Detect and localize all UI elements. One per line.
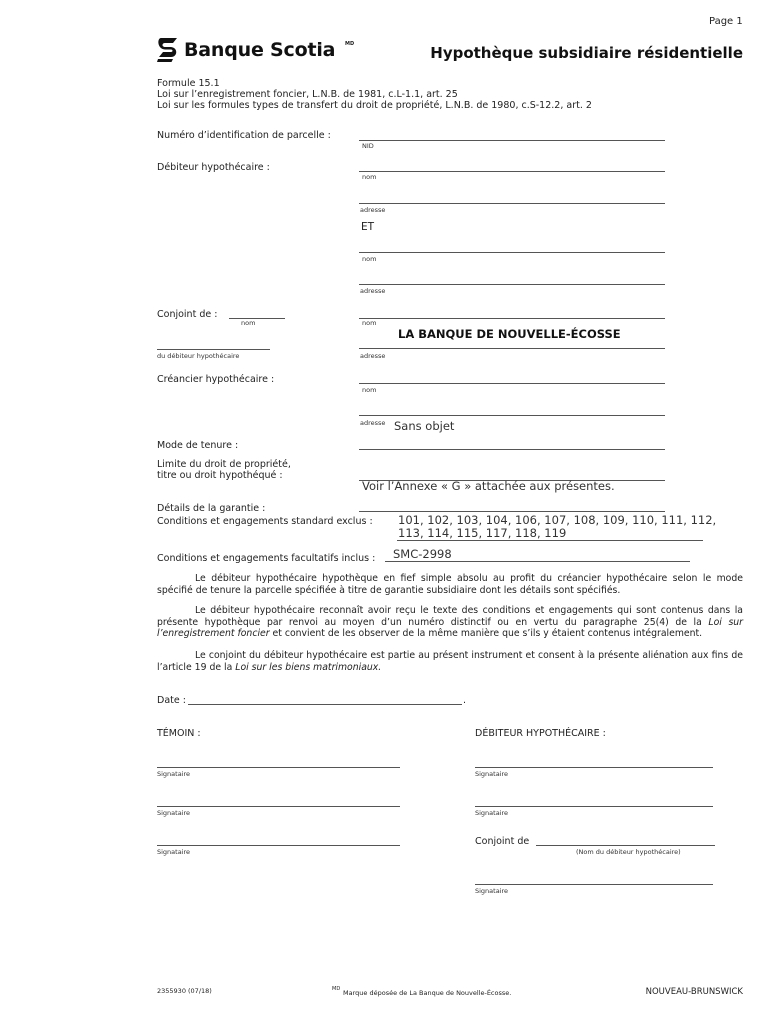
date-label: Date : xyxy=(157,695,186,706)
spouse-name-line[interactable] xyxy=(229,318,285,319)
debtor-address-caption-1: adresse xyxy=(360,206,386,214)
paragraph-1 xyxy=(157,573,743,596)
law-reference-1: Loi sur l’enregistrement foncier, L.N.B. de 1981, c.L-1.1, art. 25 xyxy=(157,89,458,100)
witness-heading: TÉMOIN : xyxy=(157,728,201,739)
optional-label: Conditions et engagements facultatifs inclus : xyxy=(157,553,376,564)
spouse-debtor-line[interactable] xyxy=(157,349,270,350)
paragraph-1-text: Le débiteur hypothécaire hypothèque en fief simple absolu au profit du créancier hypothécaire selon le mode spécifié de tenure la parcelle spécifiée à titre de garantie subsidiaire dont les détails sont spécifiés. xyxy=(157,573,743,596)
debtor-label: Débiteur hypothécaire : xyxy=(157,162,270,173)
form-code: 2355930 (07/18) xyxy=(157,987,212,995)
witness-signataire-2: Signataire xyxy=(157,809,191,817)
debtor-signature-line-2[interactable] xyxy=(475,806,713,807)
creditor-line-2[interactable] xyxy=(359,415,665,416)
spouse-nom-caption: nom xyxy=(241,319,256,327)
debtor-nom-caption-1: nom xyxy=(362,173,377,181)
witness-signature-line-2[interactable] xyxy=(157,806,400,807)
tenure-label: Mode de tenure : xyxy=(157,440,239,451)
province: NOUVEAU-BRUNSWICK xyxy=(645,987,743,997)
excluded-label: Conditions et engagements standard exclus : xyxy=(157,516,373,527)
spouse-of-debtor-caption: du débiteur hypothécaire xyxy=(157,352,240,360)
spouse-signature-line[interactable] xyxy=(475,884,713,885)
debtor-signataire-1: Signataire xyxy=(475,770,509,778)
security-label: Détails de la garantie : xyxy=(157,503,266,514)
spouse-label: Conjoint de : xyxy=(157,309,218,320)
brand-mark: MD xyxy=(345,41,355,47)
debtor-name-hint: (Nom du débiteur hypothécaire) xyxy=(576,848,681,856)
nid-caption: NID xyxy=(362,142,374,150)
scotia-logo-icon xyxy=(156,37,180,63)
debtor-address-line-1[interactable] xyxy=(359,203,665,204)
limit-label-1: Limite du droit de propriété, xyxy=(157,459,291,470)
debtor-heading: DÉBITEUR HYPOTHÉCAIRE : xyxy=(475,728,606,739)
creditor-line-1[interactable] xyxy=(359,383,665,384)
paragraph-3 xyxy=(157,650,743,673)
and-text: ET xyxy=(361,221,375,233)
law-reference-2: Loi sur les formules types de transfert du droit de propriété, L.N.B. de 1980, c.S-12.2, art. 2 xyxy=(157,100,592,111)
trademark-mark: MD xyxy=(332,986,341,992)
paragraph-2-text-a: Le débiteur hypothécaire reconnaît avoir reçu le texte des conditions et engagements qui sont contenus dans la présente hypothèque par renvoi au moyen d’un numéro distinctif ou en vertu du paragraphe 25(4) de la xyxy=(157,605,743,628)
debtor-signataire-2: Signataire xyxy=(475,809,509,817)
creditor-nom-caption: nom xyxy=(362,386,377,394)
spouse-address-line[interactable] xyxy=(359,318,665,319)
excluded-values-line-1: 101, 102, 103, 104, 106, 107, 108, 109, 110, 111, 112, xyxy=(398,513,717,527)
debtor-name-line-2[interactable] xyxy=(359,252,665,253)
paragraph-3-text: Le conjoint du débiteur hypothécaire est partie au présent instrument et consent à la présente aliénation aux fins de l’article 19 de la xyxy=(157,650,743,673)
witness-signature-line-1[interactable] xyxy=(157,767,400,768)
debtor-signature-line-1[interactable] xyxy=(475,767,713,768)
optional-line[interactable] xyxy=(385,561,690,562)
spouse-of-line[interactable] xyxy=(536,845,715,846)
creditor-address-caption: adresse xyxy=(360,419,386,427)
paragraph-2 xyxy=(157,605,743,640)
creditor-name-line[interactable] xyxy=(359,348,665,349)
document-title: Hypothèque subsidiaire résidentielle xyxy=(430,44,743,62)
spouse-address-nom-caption: nom xyxy=(362,319,377,327)
date-line[interactable] xyxy=(188,704,462,705)
limit-label-2: titre ou droit hypothéqué : xyxy=(157,470,283,481)
debtor-address-caption-2: adresse xyxy=(360,287,386,295)
brand-name: Banque Scotia xyxy=(184,39,336,61)
page-number: Page 1 xyxy=(709,16,743,27)
trademark-notice: Marque déposée de La Banque de Nouvelle-Écosse. xyxy=(343,989,512,997)
tenure-line[interactable] xyxy=(359,449,665,450)
witness-signataire-3: Signataire xyxy=(157,848,191,856)
debtor-name-line-1[interactable] xyxy=(359,171,665,172)
creditor-name-address-caption: adresse xyxy=(360,352,386,360)
parcel-input-line[interactable] xyxy=(359,140,665,141)
security-line[interactable] xyxy=(359,511,665,512)
creditor-label: Créancier hypothécaire : xyxy=(157,374,275,385)
paragraph-2-text-b: et convient de les observer de la même manière que s’ils y étaient contenus intégralement. xyxy=(272,628,703,640)
date-period: . xyxy=(463,695,467,706)
excluded-line[interactable] xyxy=(397,540,703,541)
excluded-values-line-2: 113, 114, 115, 117, 118, 119 xyxy=(398,526,567,540)
parcel-label: Numéro d’identification de parcelle : xyxy=(157,130,331,141)
debtor-nom-caption-2: nom xyxy=(362,255,377,263)
debtor-address-line-2[interactable] xyxy=(359,284,665,285)
paragraph-2-law: Loi sur l’enregistrement foncier xyxy=(157,616,743,640)
sans-objet-value: Sans objet xyxy=(394,419,455,433)
form-number: Formule 15.1 xyxy=(157,78,220,89)
spouse-of-label: Conjoint de xyxy=(475,836,530,847)
limit-value: Voir l’Annexe « G » attachée aux présentes. xyxy=(362,479,615,493)
witness-signataire-1: Signataire xyxy=(157,770,191,778)
optional-value: SMC-2998 xyxy=(393,547,452,561)
spouse-signataire: Signataire xyxy=(475,887,509,895)
witness-signature-line-3[interactable] xyxy=(157,845,400,846)
paragraph-3-law: Loi sur les biens matrimoniaux. xyxy=(235,661,382,673)
creditor-name: LA BANQUE DE NOUVELLE-ÉCOSSE xyxy=(398,327,621,341)
